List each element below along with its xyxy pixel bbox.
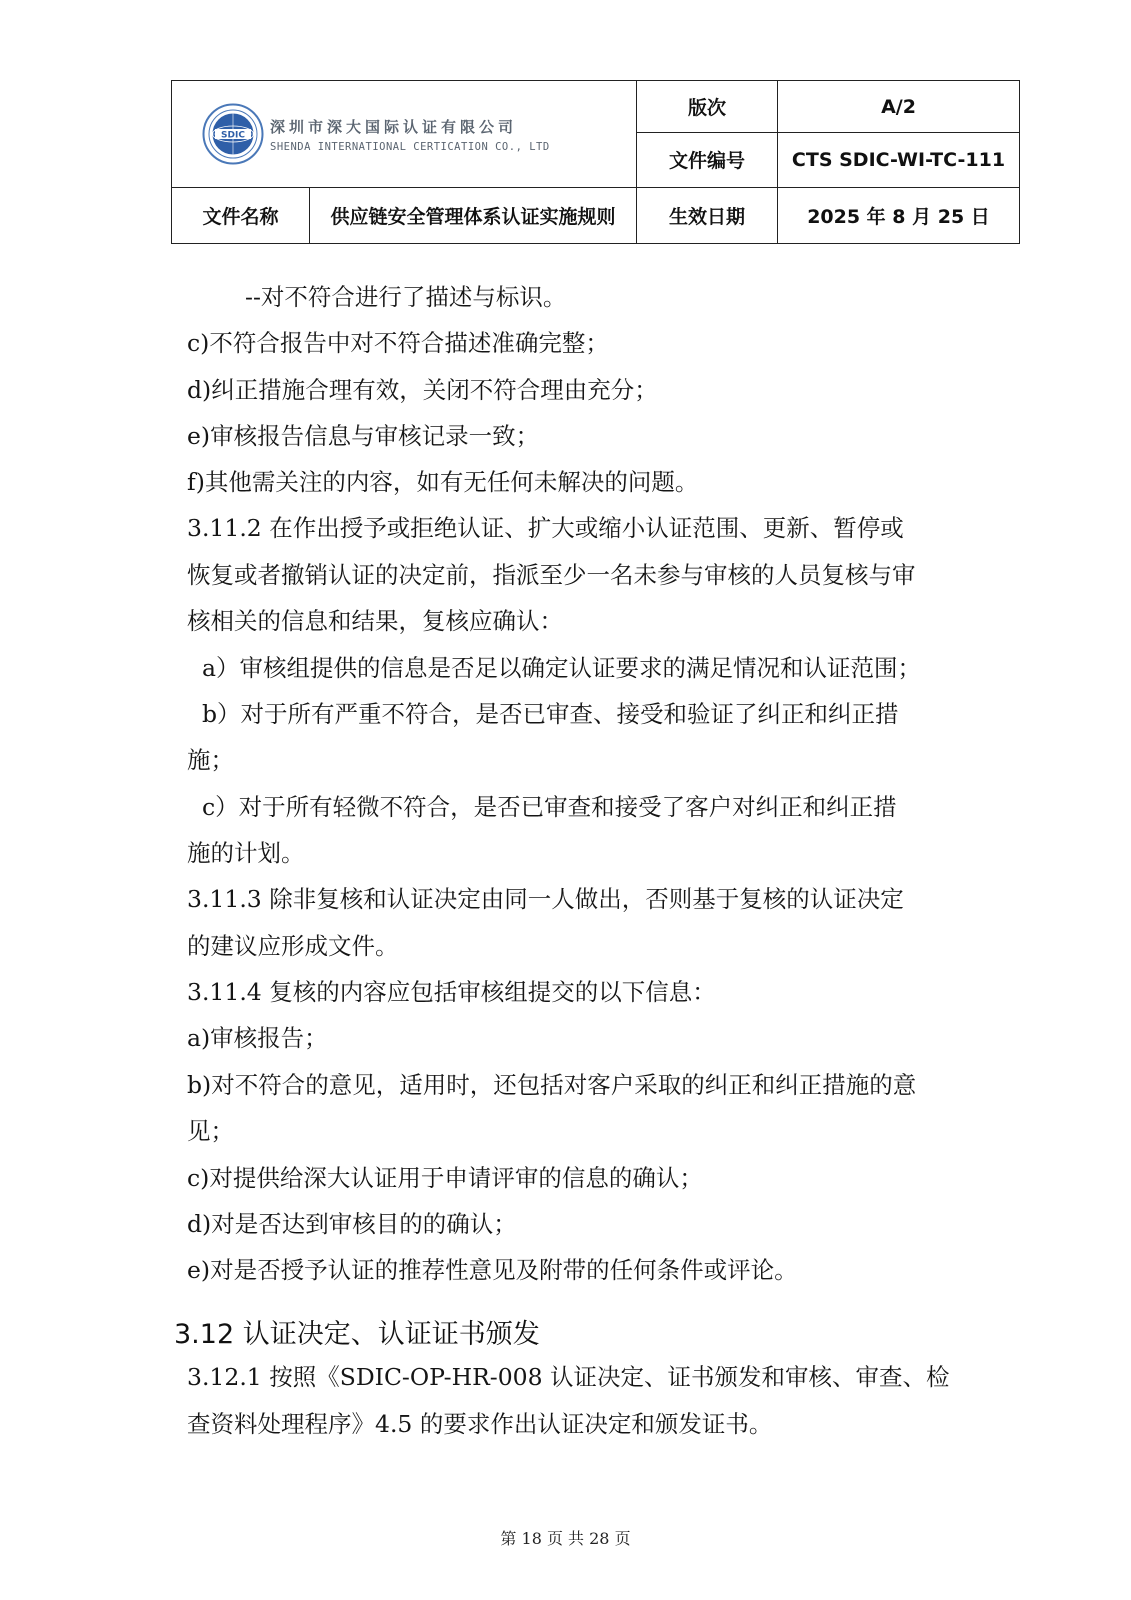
company-name-cn: 深圳市深大国际认证有限公司 (270, 117, 518, 136)
company-name-en: SHENDA INTERNATIONAL CERTICATION CO., LTD (270, 140, 550, 153)
body-line: 恢复或者撤销认证的决定前，指派至少一名未参与审核的人员复核与审 (187, 561, 916, 589)
effective-date-label: 生效日期 (637, 187, 778, 243)
body-line: e)对是否授予认证的推荐性意见及附带的任何条件或评论。 (187, 1256, 798, 1284)
body-line: 见； (187, 1117, 234, 1145)
section-heading: 3.12 认证决定、认证证书颁发 (174, 1319, 540, 1350)
body-line: f)其他需关注的内容，如有无任何未解决的问题。 (187, 468, 699, 496)
body-line: e)审核报告信息与审核记录一致； (187, 422, 540, 450)
body-line: c）对于所有轻微不符合，是否已审查和接受了客户对纠正和纠正措 (202, 793, 897, 821)
version-label: 版次 (637, 81, 778, 133)
company-logo-cell (172, 81, 637, 188)
body-line: c)不符合报告中对不符合描述准确完整； (187, 329, 609, 357)
body-line: 查资料处理程序》4.5 的要求作出认证决定和颁发证书。 (187, 1410, 773, 1438)
body-line: b)对不符合的意见，适用时，还包括对客户采取的纠正和纠正措施的意 (187, 1071, 917, 1099)
company-logo (202, 103, 550, 165)
body-line: 3.11.3 除非复核和认证决定由同一人做出，否则基于复核的认证决定 (187, 885, 904, 913)
version-value: A/2 (778, 81, 1020, 133)
body-line: 的建议应形成文件。 (187, 932, 399, 960)
doc-number-label: 文件编号 (637, 133, 778, 187)
body-line: d)对是否达到审核目的的确认； (187, 1210, 517, 1238)
doc-number-value: CTS SDIC-WI-TC-111 (778, 133, 1020, 187)
body-line: c)对提供给深大认证用于申请评审的信息的确认； (187, 1164, 703, 1192)
body-line: b）对于所有严重不符合，是否已审查、接受和验证了纠正和纠正措 (202, 700, 899, 728)
document-header-table (171, 80, 1020, 244)
body-line: 3.11.2 在作出授予或拒绝认证、扩大或缩小认证范围、更新、暂停或 (187, 514, 904, 542)
body-line: 施； (187, 746, 234, 774)
sdic-seal-icon (202, 103, 264, 165)
body-line: d)纠正措施合理有效，关闭不符合理由充分； (187, 376, 658, 404)
doc-name-value: 供应链安全管理体系认证实施规则 (310, 187, 637, 243)
body-line: a)审核报告； (187, 1024, 328, 1052)
body-line: 3.11.4 复核的内容应包括审核组提交的以下信息： (187, 978, 716, 1006)
page-number: 第 18 页 共 28 页 (500, 1529, 631, 1548)
logo-text: SDIC (221, 130, 245, 141)
body-line: --对不符合进行了描述与标识。 (245, 283, 567, 311)
doc-name-label: 文件名称 (172, 187, 310, 243)
body-line: 核相关的信息和结果，复核应确认： (187, 607, 563, 635)
effective-date-value: 2025 年 8 月 25 日 (778, 187, 1020, 243)
body-line: 施的计划。 (187, 839, 305, 867)
body-line: a）审核组提供的信息是否足以确定认证要求的满足情况和认证范围； (202, 654, 922, 682)
body-line: 3.12.1 按照《SDIC-OP-HR-008 认证决定、证书颁发和审核、审查、检 (187, 1363, 950, 1391)
